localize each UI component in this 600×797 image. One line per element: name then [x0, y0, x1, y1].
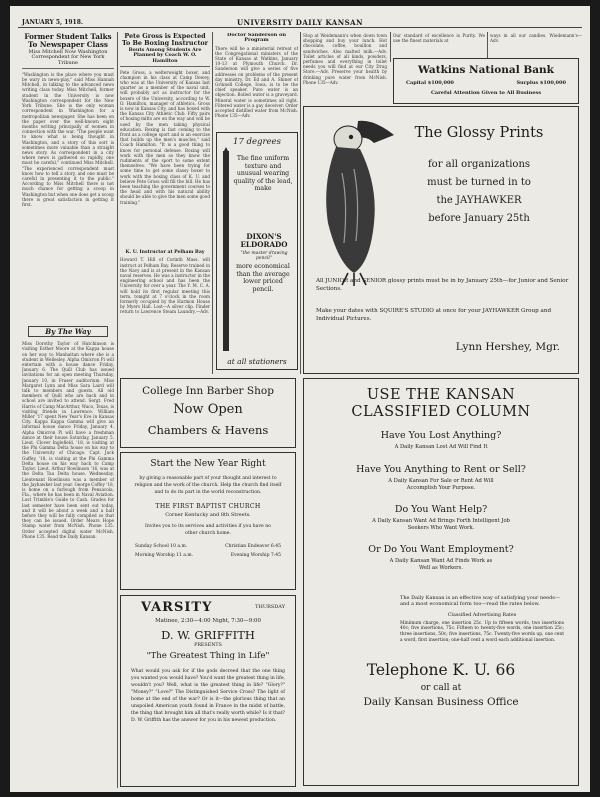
varsity-showtimes: Matinee, 2:30—4:00 Night, 7:30—9:00: [155, 618, 261, 624]
varsity-theatre-ad: [120, 595, 296, 787]
glossy-line-1: for all organizations: [427, 159, 531, 170]
masthead-title: UNIVERSITY DAILY KANSAN: [236, 18, 364, 27]
church-evening-worship: Evening Worship 7:45: [230, 553, 281, 558]
bank-figures: [394, 80, 578, 90]
varsity-header: [121, 600, 295, 618]
dixon-footer: at all stationers: [227, 357, 287, 366]
glossy-para-1: All JUNIOR and SENIOR glossy prints must be in by January 25th—for Junior and Senior Sections.: [316, 278, 569, 292]
column-1: [22, 33, 114, 788]
column-rule: [390, 32, 391, 62]
varsity-film-title: "The Greatest Thing in Life": [146, 651, 270, 661]
watkins-bank-ad: [393, 58, 579, 104]
varsity-presents: PRESENTS: [194, 643, 222, 648]
barber-now-open: Now Open: [173, 402, 243, 417]
church-endeavor: Christian Endeavor 6:45: [225, 544, 281, 549]
column-rule: [300, 32, 301, 374]
classified-title-2: CLASSIFIED COLUMN: [351, 404, 531, 420]
church-schedule-2: [121, 553, 295, 562]
purity-note: Our standard of excellence is Purity. We use the finest materials at: [393, 33, 485, 44]
varsity-day: THURSDAY: [255, 604, 285, 610]
column-2: [120, 33, 210, 373]
dixon-degrees: 17 degrees: [233, 137, 281, 147]
dixon-eldorado-ad: [216, 132, 298, 370]
issue-date: JANUARY 5, 1918.: [22, 19, 83, 26]
church-sunday-school: Sunday School 10 a.m.: [135, 544, 188, 549]
subhead-bouts: Bouts Among Students Are Planned by Coach W. O. Hamilton: [120, 48, 210, 66]
by-the-way-box: [28, 326, 108, 337]
glossy-signature: Lynn Hershey, Mgr.: [455, 341, 560, 353]
classified-a4: A Daily Kansan Want Ad Finds Work as Well as Workers.: [389, 558, 493, 571]
barber-shop-ad: [120, 378, 296, 448]
bank-motto: Careful Attention Given to All Business: [430, 90, 542, 96]
article-sanderson: There will be a ministerial retreat of the Congregational ministers of the State of Kansas at Watkins, January 10-13 at Plymouth Church. Dr. Sanderson will give a series of five addresses on problems of the present day ministry. Dr. Ed and A. Shiner of Grinnell College, Iowa, is to be the chief speaker. Pure water is an objection. Boiled water is a graveyard. Mineral water is sometimes all right. Filtered water is a gay deceiver. Order accepted distilled water from McNish. Phone 135—Adv.: [215, 45, 298, 119]
church-appeal: by giving a reasonable part of your thought and interest to religion and the work of the church. Help the church find itself and to do its part in the world reconstruction.: [134, 476, 282, 495]
classified-telephone: Telephone K. U. 66: [366, 661, 516, 680]
classified-q4: Or Do You Want Employment?: [368, 544, 514, 555]
dixon-master-tagline: "the master drawing pencil": [240, 251, 288, 261]
pencil-tip-icon: [224, 147, 228, 151]
newspaper-page: [10, 6, 590, 792]
article-mitchell: "Washington is the place where you must be wary in news-play," said Miss Hannah Mitchell, in talking to the advanced news writing class today. Miss Mitchell, former student in the University is now Washington correspondent for the New York Tribune. She is the only woman correspondent in Washington for a metropolitan newspaper. She has been on the paper over the well-known eight months writing principally of women in connection with the war. "The people want to know what is being thought in Washington, and a story of this sort is sometimes more valuable than a straight news story. As correspondent in a city where news is gathered so rapidly, one must be careful," continued Miss Mitchell. "The experienced correspondent must know how to tell a story, and one must be careful in presenting it to the public." According to Miss Mitchell there is not much chance for getting a scoop in Washington but when one does get a scoop there is great satisfaction in getting it first.: [22, 71, 114, 207]
varsity-director: D. W. GRIFFITH: [161, 628, 255, 642]
baptist-church-ad: [120, 452, 296, 590]
jayhawker-glossy-prints-ad: [303, 106, 579, 374]
classified-q3: Do You Want Help?: [394, 504, 488, 515]
column-6: [490, 33, 582, 61]
page-header: [18, 17, 582, 28]
article-pelham-bay: Howard T. Hill of Corinth Mass. will instruct at Pelham Bay. Reserve trained in the Navy and is at present in the Kansan naval reserves. He was a instructor in the engineering school and has been the University for over a year. The Y. M. C. A. will hold its first regular meeting this term, tonight at 7 o'clock in the room formerly occupied by the Harmon House by Myers Hall. Lost—A silver clip. Finder return to Lawrence Steam Laundry.—Adv.: [120, 257, 210, 315]
classified-office: Daily Kansan Business Office: [363, 696, 519, 709]
column-rule: [117, 32, 118, 788]
society-notes: Miss Dorothy Taylor of Hutchinson is visiting Esther Moore at the Kappa house on her way to Manhattan where she is a student in Wellesley. Alpha Omicron Pi will entertain with a house dance Friday, January 6. The Quill Club has issued invitations for an open meeting Thursday, January 10, in Fraser auditorium. Miss Margaret Lynn and Miss Sara Laird will talk to members and guests. All old members of Quill who are back and in school are invited to attend. Sergt. Fred Harris of Camp MacArthur, Waco, Texas, is visiting friends in Lawrence. William Miller '17 spent New Year's Eve in Kansas City. Kappa Kappa Gamma will give an informal house dance Friday, January 4. Alpha Omicron Pi will have a freshman dance at their house Saturday, January 5. Lieut. Clover Inglefield, '18, is visiting at the Phi Gamma Delta house on his way to the University of Chicago. Capt. Jack Guffey, '18, is visiting at the Phi Gamma Delta house on his way back to Camp Taylor. Lieut. Arthur Rowlinson '16, was at the Delta Tau Delta house. Wednesday. Lieutenant Rowlinson was a member of the Jayhawker last year. George Coffey '18, is home on a furlough from Pensacola, Fla., where he has been in Naval Aviation. Lost Trimble's Guide to Cash. Grades for last semester have been sent out today, and it will be about a week and a half before they will be fully compiled so that they can be issued. Order Mears Hope Stamp water from McNish. Phone 135. Order accepted digital water McNish, Phone 135. Read the Daily Kansan.: [22, 341, 114, 539]
varsity-description: What would you ask for if the gods decreed that the one thing you wanted you would have? You'd want the greatest thing in life, wouldn't you? Well, what is the greatest thing in life? "Glory?" "Money?" "Love?" The Distinguished Service Cross? The light of home at the end of the war? Or is it—the glorious thing that an unspoiled American youth found in France in the midst of battle, the thing that brought him all that's really worth while? Is it that? D. W. Griffith has the answer for you in his newest production.: [131, 669, 285, 723]
classified-or-call: or call at: [420, 683, 462, 694]
bank-surplus: Surplus $100,000: [516, 80, 566, 86]
church-morning-worship: Morning Worship 11 a.m.: [135, 553, 194, 558]
classified-rates-title: Classified Advertising Rates: [447, 612, 517, 618]
headline-former-student: Former Student Talks To Newspaper Class: [24, 33, 112, 49]
church-name: THE FIRST BAPTIST CHURCH: [155, 503, 261, 510]
classified-rates: Minimum charge, one insertion 25c. Up to fifteen words, two insertions 40c; five insertions, 75c. Fifteen to twenty-five words, one insertion 25c; three insertions, 50c; five insertions, 75c. Twenty-five words up, one cent a word, first insertion; one-half cent a word each additional insertion.: [400, 620, 564, 643]
barber-name: College Inn Barber Shop: [142, 385, 274, 397]
church-address: Corner Kentucky and 8th Streets.: [165, 512, 251, 518]
column-rule: [212, 32, 213, 374]
bank-name: Watkins National Bank: [418, 64, 554, 76]
column-3: [215, 33, 298, 131]
by-the-way-heading: By The Way: [45, 326, 91, 336]
varsity-title: VARSITY: [141, 600, 213, 615]
headline-pelham-bay: K. U. Instructor at Pelham Bay: [125, 249, 205, 255]
headline-sanderson: Doctor Sanderson on Program: [226, 33, 287, 44]
barber-owners: Chambers & Havens: [147, 423, 269, 437]
dixon-tagline-1: The fine uniform texture and unusual wearing quality of the lead, make: [233, 155, 293, 193]
glossy-line-2: must be turned in to: [427, 177, 531, 188]
glossy-line-4: before January 25th: [428, 213, 530, 224]
glossy-title: The Glossy Prints: [414, 125, 544, 141]
classified-a3: A Daily Kansan Want Ad Brings Forth Intelligent Job Seekers Who Want Work.: [372, 518, 510, 531]
pencil-icon: [223, 151, 229, 351]
church-title: Start the New Year Right: [150, 459, 266, 469]
church-invite: Invites you to its services and activities if you have no other church home.: [145, 524, 271, 536]
dixon-tagline-2: more economical than the average lower priced pencil.: [236, 263, 290, 293]
column-5: [393, 33, 485, 61]
candy-note: ways in all our candies. Wiedemann's—Adv.: [490, 33, 582, 44]
classified-a2: A Daily Kansan For Sale or Rent Ad Will Accomplish Your Purpose.: [388, 478, 494, 491]
kansan-classified-ad: [303, 378, 579, 786]
subhead-mitchell: Miss Mitchell Now Washington Correspondent for New York Tribune: [22, 50, 114, 69]
classified-q1: Have You Lost Anything?: [380, 430, 502, 441]
classified-title-1: USE THE KANSAN: [366, 387, 516, 403]
classified-a1: A Daily Kansan Lost Ad Will Find It: [394, 444, 488, 450]
glossy-line-3: the JAYHAWKER: [436, 195, 522, 206]
church-schedule-1: [121, 544, 295, 553]
headline-pete-gross: Pete Gross is Expected To Be Boxing Instructor: [121, 33, 209, 47]
local-ads-notes: Stop at Weidemann's when down town shopping and buy your lunch. Hot chocolate, coffee, bouillon and sandwiches. Also malted milk.—Adv. Toilet articles of all kinds, powders, perfumes and everything in toilet needs you will find at our City Drug Store.—Adv. Preserve your health by drinking pure water from McNish. Phone 135—Adv.: [303, 33, 387, 85]
classified-intro: The Daily Kansan is an effective way of satisfying your needs—and a most economical form too—read the rates below.: [400, 595, 560, 608]
glossy-para-2: Make your dates with SQUIRE'S STUDIO at once for your JAYHAWKER Group and Individual Pictures.: [316, 308, 552, 322]
classified-q2: Have You Anything to Rent or Sell?: [356, 464, 526, 475]
dixon-brand: DIXON'S ELDORADO: [240, 232, 288, 249]
article-pete-gross: Pete Gross, a welterweight boxer, and champion in his class at Camp Dewey, who was at the University of Kansas last quarter as a member of the naval unit, will probably act as instructor for the boxers of the University, according to W. O. Hamilton, manager of athletics. Gross is now in Kansas City, and has boxed with the Kansas City Athletic Club. Fifty pairs of boxing mitts are on the way and will be used by the men taking physical education. Boxing is fast coming to the front as a college sport and is an exercise that builds up the men's muscles," said Coach Hamilton. "It is a good thing to know for personal defense. Boxing will work with the men so they know the rudiments of the sport to some extent themselves. "We have been trying for some time to get some classy boxer to work with the boxing class of K. U. and believe Pete Gross will fill the bill. He has been teaching the government courses to the head and with his natural ability should be able to give the men some good training.": [120, 69, 210, 205]
bank-capital: Capital $100,000: [406, 80, 454, 86]
